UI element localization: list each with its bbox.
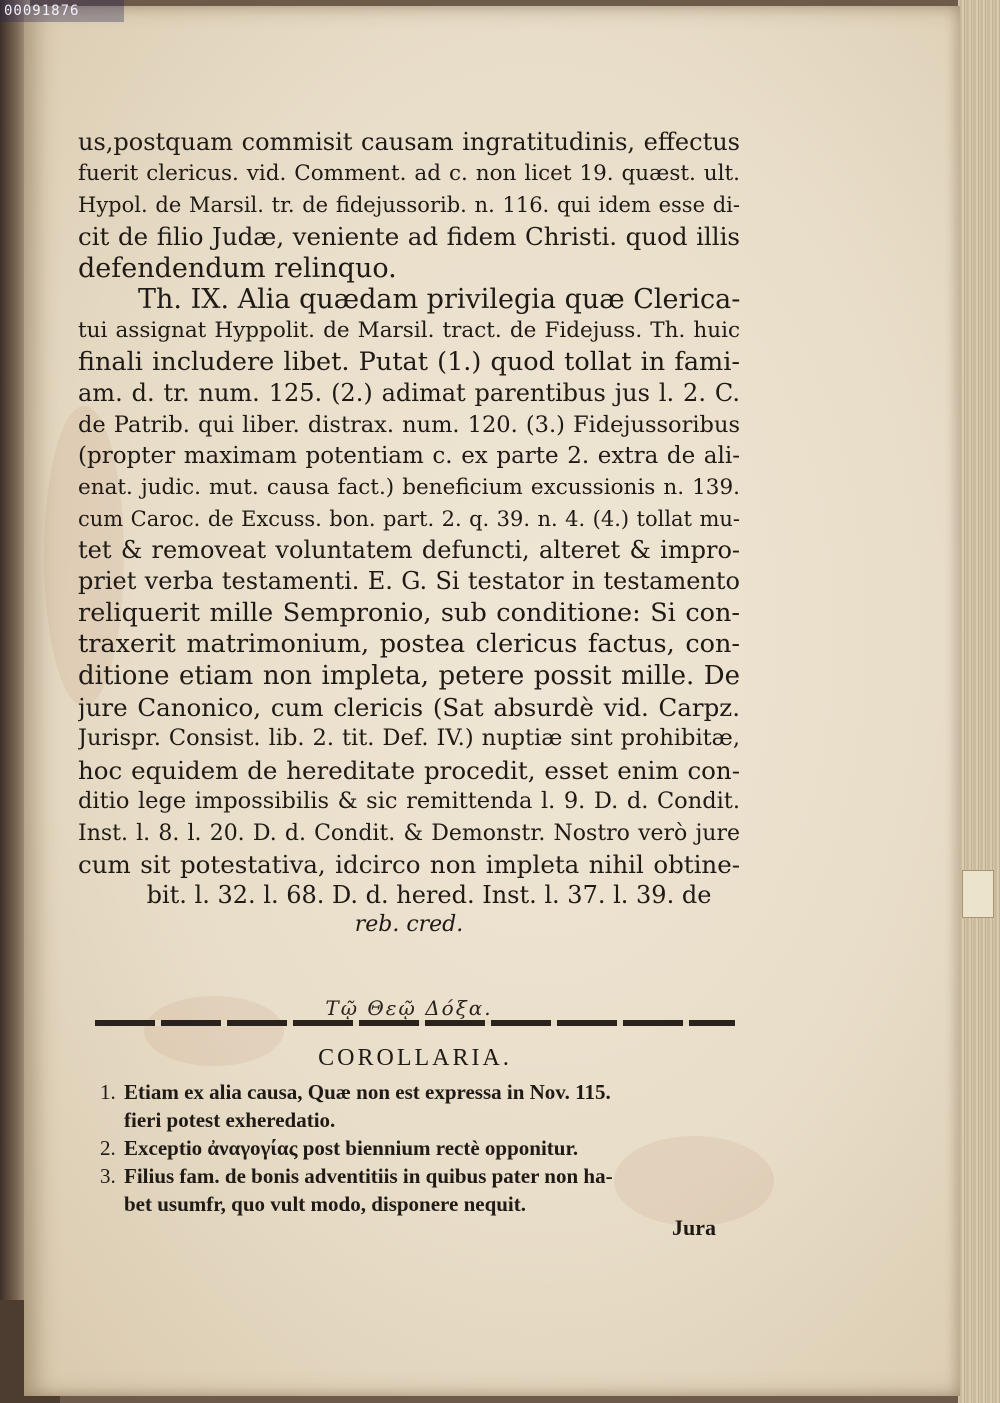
text-line: defendendum relinquo. (78, 252, 397, 284)
text-line: Hypol. de Marsil. tr. de fidejussorib. n. 116. qui idem esse di- (78, 192, 740, 217)
catchword: Jura (672, 1215, 716, 1240)
text-line: cum Caroc. de Excuss. bon. part. 2. q. 39. n. 4. (4.) tollat mu- (78, 506, 740, 531)
text-line: am. d. tr. num. 125. (2.) adimat parentibus jus l. 2. C. (78, 379, 740, 408)
corollary-text: Etiam ex alia causa, Quæ non est expressa in Nov. 115. (124, 1080, 611, 1104)
corollaria-section (100, 1045, 730, 1218)
corollary-item (100, 1078, 730, 1106)
corollary-text: fieri potest exheredatio. (124, 1108, 336, 1132)
text-line: fuerit clericus. vid. Comment. ad c. non licet 19. quæst. ult. (78, 161, 740, 187)
corollary-item (100, 1106, 730, 1134)
text-line: enat. judic. mut. causa fact.) beneficium excussionis n. 139. (78, 475, 740, 501)
corollary-text: Filius fam. de bonis adventitiis in quibus pater non ha- (124, 1164, 613, 1188)
corollary-item (100, 1134, 730, 1162)
text-line: tet & removeat voluntatem defuncti, alteret & impro- (78, 536, 740, 565)
text-line: de Patrib. qui liber. distrax. num. 120. (3.) Fidejussoribus (78, 411, 740, 438)
text-line: bit. l. 32. l. 68. D. d. hered. Inst. l. 37. l. 39. de (146, 881, 712, 910)
text-line: tui assignat Hyppolit. de Marsil. tract. de Fidejuss. Th. huic (78, 318, 740, 344)
doxology: Τῷ Θεῷ Δόξα. (325, 996, 493, 1020)
text-line: traxerit matrimonium, postea clericus factus, con- (78, 629, 740, 660)
corollary-number: 2. (100, 1136, 116, 1160)
page-stack-edge (958, 0, 1000, 1403)
section-divider (95, 1020, 735, 1026)
text-line: reb. cred. (354, 911, 464, 937)
text-line: Inst. l. 8. l. 20. D. d. Condit. & Demonstr. Nostro verò jure (78, 820, 740, 846)
text-line: (propter maximam potentiam c. ex parte 2. extra de ali- (78, 442, 740, 469)
text-line: finali includere libet. Putat (1.) quod tollat in fami- (78, 346, 740, 377)
text-line-thesis-heading: Th. IX. Alia quædam privilegia quæ Clerica- (138, 283, 740, 315)
corollary-item (100, 1162, 730, 1190)
corollary-text: Exceptio ἀναγογίας post biennium rectè opponitur. (124, 1136, 579, 1160)
text-line: us,postquam commisit causam ingratitudinis, effectus (78, 128, 740, 156)
corollary-number: 3. (100, 1164, 116, 1188)
scan-id-label: 00091876 (0, 0, 124, 22)
corollary-item (100, 1190, 730, 1218)
text-line: cum sit potestativa, idcirco non impleta nihil obtine- (78, 849, 740, 879)
text-line: hoc equidem de hereditate procedit, esset enim con- (78, 755, 740, 785)
text-line: jure Canonico, cum clericis (Sat absurdè vid. Carpz. (78, 693, 740, 723)
text-line: cit de filio Judæ, veniente ad fidem Christi. quod illis (78, 222, 740, 252)
corollary-text: bet usumfr, quo vult modo, disponere nequit. (124, 1192, 527, 1216)
corollaria-title: COROLLARIA. (318, 1045, 512, 1071)
text-line: ditio lege impossibilis & sic remittenda l. 9. D. d. Condit. (78, 788, 740, 815)
text-line: ditione etiam non impleta, petere possit mille. De (78, 660, 740, 691)
corollary-number: 1. (100, 1080, 116, 1104)
main-text (78, 127, 740, 938)
text-line: reliquerit mille Sempronio, sub conditione: Si con- (78, 597, 740, 628)
text-line: Jurispr. Consist. lib. 2. tit. Def. IV.) nuptiæ sint prohibitæ, (78, 725, 740, 752)
text-line: priet verba testamenti. E. G. Si testator in testamento (78, 567, 740, 596)
page-tab-marker (962, 870, 994, 918)
